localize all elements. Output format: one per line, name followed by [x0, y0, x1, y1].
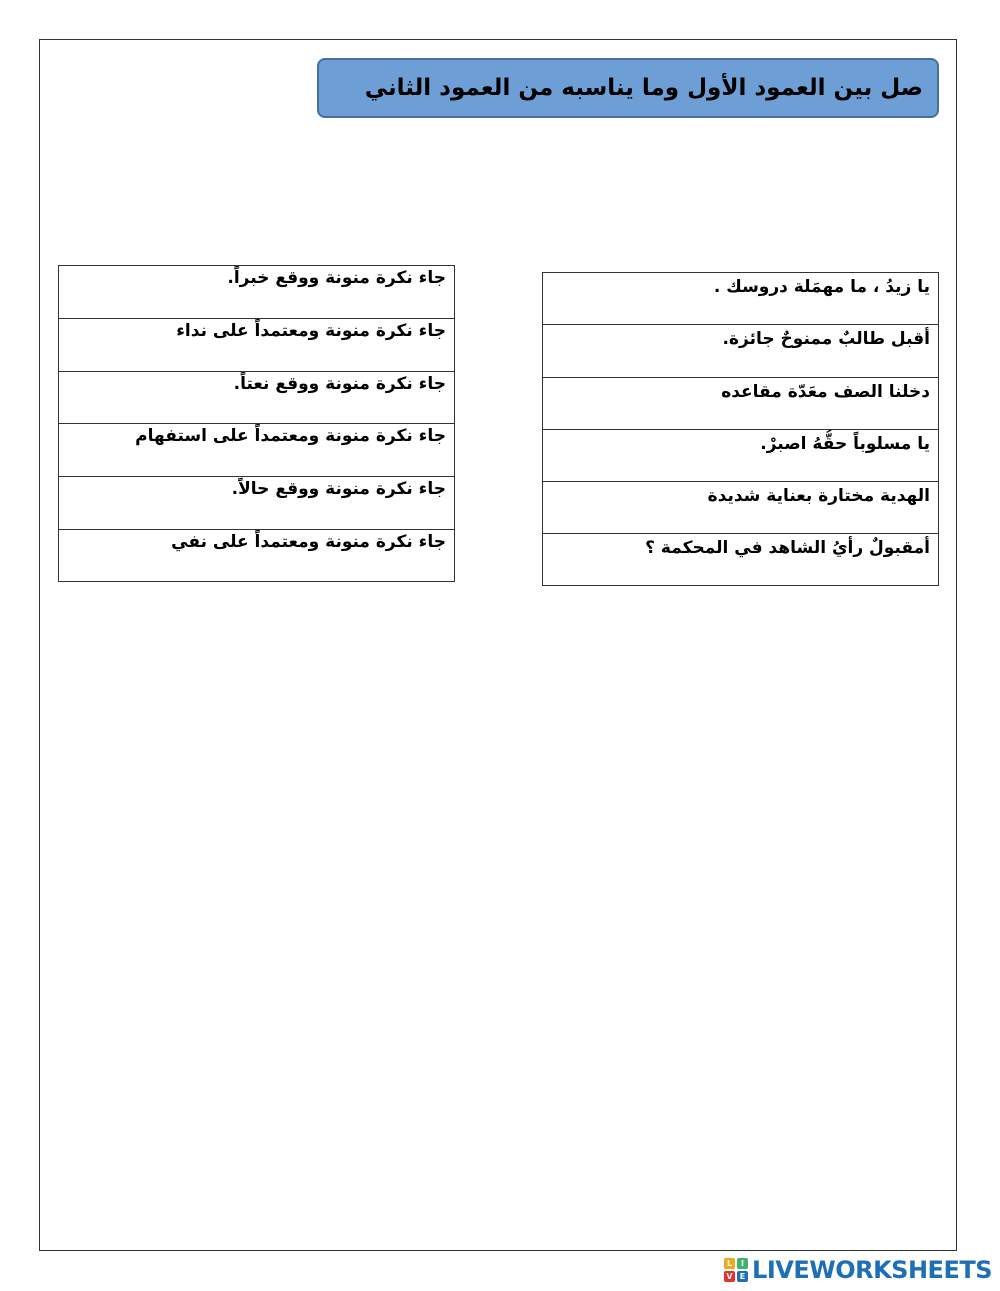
brand-name: LIVEWORKSHEETS	[752, 1256, 992, 1284]
sentence-cell: يا زيدُ ، ما مهمَلة دروسك .	[543, 273, 938, 325]
sentence-cell: أقبل طالبٌ ممنوحٌ جائزة.	[543, 325, 938, 377]
answer-cell: جاء نكرة منونة ومعتمداً على استفهام	[59, 424, 454, 477]
sentence-cell: الهدية مختارة بعناية شديدة	[543, 482, 938, 534]
liveworksheets-brand	[724, 1255, 992, 1285]
answer-cell: جاء نكرة منونة ووقع حالاً.	[59, 477, 454, 530]
answer-cell: جاء نكرة منونة ووقع خبراً.	[59, 266, 454, 319]
answer-column	[58, 265, 455, 582]
sentence-cell: أمقبولٌ رأيُ الشاهد في المحكمة ؟	[645, 538, 930, 559]
answer-cell: جاء نكرة منونة ومعتمداً على نداء	[59, 319, 454, 372]
instruction-title: صل بين العمود الأول وما يناسبه من العمود الثاني	[364, 75, 923, 101]
liveworksheets-logo-icon: L I V E	[724, 1258, 748, 1282]
sentence-column	[542, 272, 939, 586]
worksheet-frame	[39, 39, 957, 1251]
sentence-cell: يا مسلوباً حقُّهُ اصبرْ.	[543, 430, 938, 482]
sentence-cell: دخلنا الصف معَدّة مقاعده	[543, 378, 938, 430]
answer-cell: جاء نكرة منونة ووقع نعتاً.	[59, 372, 454, 425]
answer-cell: جاء نكرة منونة ومعتمداً على نفي	[171, 531, 446, 552]
instruction-banner	[317, 58, 939, 118]
